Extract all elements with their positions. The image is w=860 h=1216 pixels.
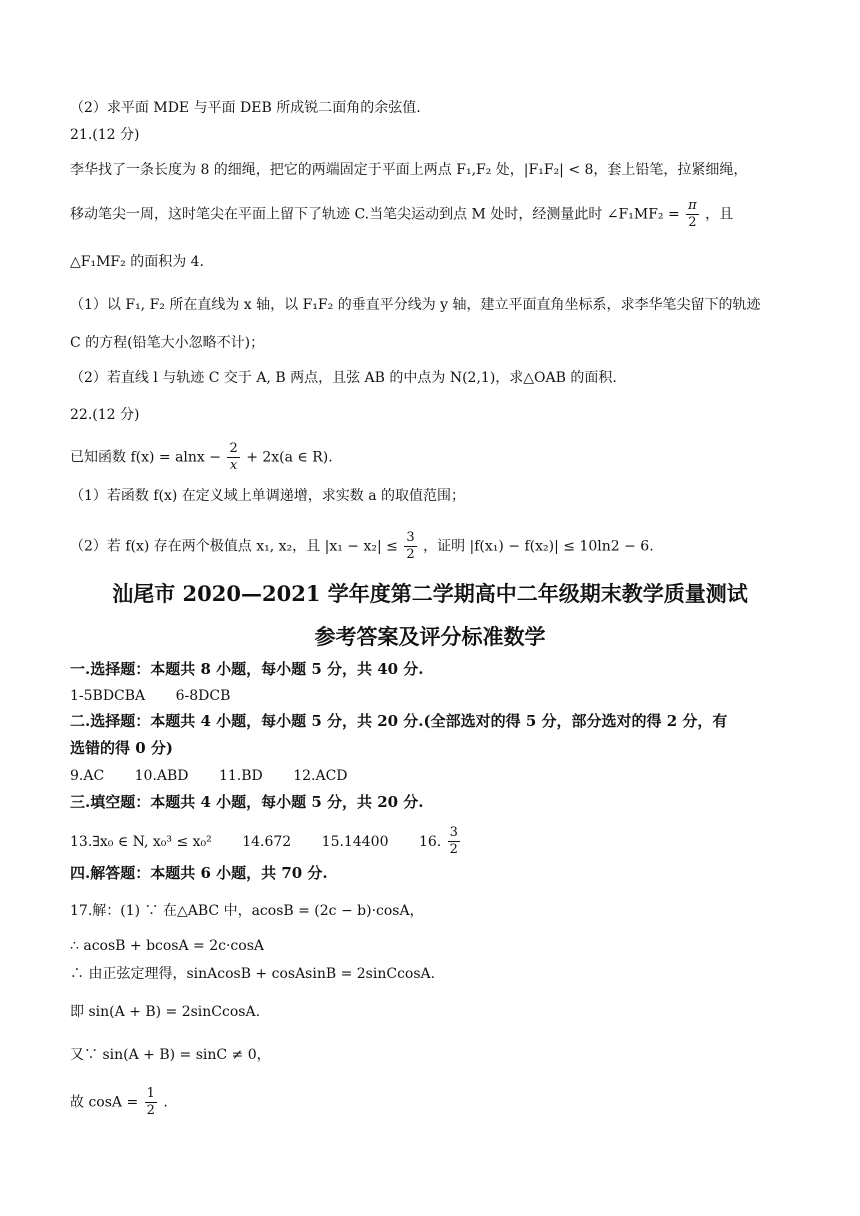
q22-header: 22.(12 分)	[70, 407, 140, 423]
answer-item: 11.BD	[218, 768, 263, 784]
section1-answers	[70, 686, 256, 706]
answer-item: 15.14400	[321, 833, 389, 850]
solution17-line2: ∴ acosB + bcosA = 2c·cosA	[70, 938, 264, 954]
q21-part1-line2: C 的方程(铅笔大小忽略不计)；	[70, 335, 265, 351]
answer-item: 6-8DCB	[175, 688, 231, 704]
q22-part2: （2）若 f(x) 存在两个极值点 x₁, x₂，且 |x₁ − x₂| ≤ $\frac{3}{2}$ ，证明 |f(x₁) − f(x₂)| ≤ 10ln2 − 6.	[70, 530, 654, 562]
section4-heading: 四.解答题：本题共 6 小题，共 70 分.	[70, 864, 328, 882]
section2-answers	[70, 766, 374, 786]
q20-part2: （2）求平面 MDE 与平面 DEB 所成锐二面角的余弦值.	[70, 100, 421, 116]
solution17-line6: 故 cosA = $\frac{1}{2}$ .	[70, 1086, 168, 1118]
q21-statement-line3: △F₁MF₂ 的面积为 4.	[70, 254, 205, 270]
fraction-2-over-x: $\frac{2}{x}$	[229, 441, 238, 473]
q21-statement-line2: 移动笔尖一周，这时笔尖在平面上留下了轨迹 C.当笔尖运动到点 M 处时，经测量此时 ∠F₁MF₂ = $\frac{\pi}{2}$ ，且	[70, 198, 734, 230]
q21-header: 21.(12 分)	[70, 127, 140, 143]
answer-item: 13.∃x₀ ∈ N, x₀³ ≤ x₀²	[70, 833, 212, 850]
section1-heading: 一.选择题：本题共 8 小题，每小题 5 分，共 40 分.	[70, 660, 424, 678]
section3-answers	[70, 825, 462, 858]
solution17-line5: 又∵ sin(A + B) = sinC ≠ 0，	[70, 1047, 271, 1063]
answer-item: 12.ACD	[293, 768, 348, 784]
q22-function: 已知函数 f(x) = alnx − $\frac{2}{x}$ + 2x(a ∈ R).	[70, 441, 333, 473]
answer-item: 10.ABD	[134, 768, 189, 784]
section2-heading-line1: 二.选择题：本题共 4 小题，每小题 5 分，共 20 分.(全部选对的得 5 分，部分选对的得 2 分，有	[70, 712, 728, 730]
answers-title: 汕尾市 2020—2021 学年度第二学期高中二年级期末教学质量测试	[112, 581, 748, 606]
fraction-3-over-2: $\frac{3}{2}$	[406, 530, 415, 562]
solution17-line3: ∴ 由正弦定理得，sinAcosB + cosAsinB = 2sinCcosA.	[70, 966, 436, 982]
section3-heading: 三.填空题：本题共 4 小题，每小题 5 分，共 20 分.	[70, 793, 424, 811]
answer-item: 1-5BDCBA	[70, 688, 146, 704]
answer-item-16: 16. $\frac{3}{2}$	[418, 825, 458, 857]
solution17-line4: 即 sin(A + B) = 2sinCcosA.	[70, 1004, 261, 1020]
q21-part1-line1: （1）以 F₁, F₂ 所在直线为 x 轴，以 F₁F₂ 的垂直平分线为 y 轴，建立平面直角坐标系，求李华笔尖留下的轨迹	[70, 297, 761, 313]
fraction-pi-over-2: $\frac{\pi}{2}$	[688, 198, 697, 230]
q21-part2: （2）若直线 l 与轨迹 C 交于 A, B 两点，且弦 AB 的中点为 N(2,1)，求△OAB 的面积.	[70, 370, 617, 386]
answer-item: 9.AC	[70, 768, 105, 784]
answer-item: 14.672	[242, 833, 292, 850]
section2-heading-line2: 选错的得 0 分)	[70, 739, 173, 757]
answers-subtitle: 参考答案及评分标准数学	[314, 624, 546, 649]
q21-statement-line1: 李华找了一条长度为 8 的细绳，把它的两端固定于平面上两点 F₁,F₂ 处，|F₁F₂| < 8，套上铅笔，拉紧细绳，	[70, 162, 748, 178]
q22-part1: （1）若函数 f(x) 在定义域上单调递增，求实数 a 的取值范围；	[70, 488, 466, 504]
fraction-1-over-2: $\frac{1}{2}$	[146, 1086, 155, 1118]
solution17-line1: 17.解：(1) ∵ 在△ABC 中，acosB = (2c − b)·cosA，	[70, 903, 424, 919]
fraction-3-over-2-answer: $\frac{3}{2}$	[449, 825, 458, 857]
